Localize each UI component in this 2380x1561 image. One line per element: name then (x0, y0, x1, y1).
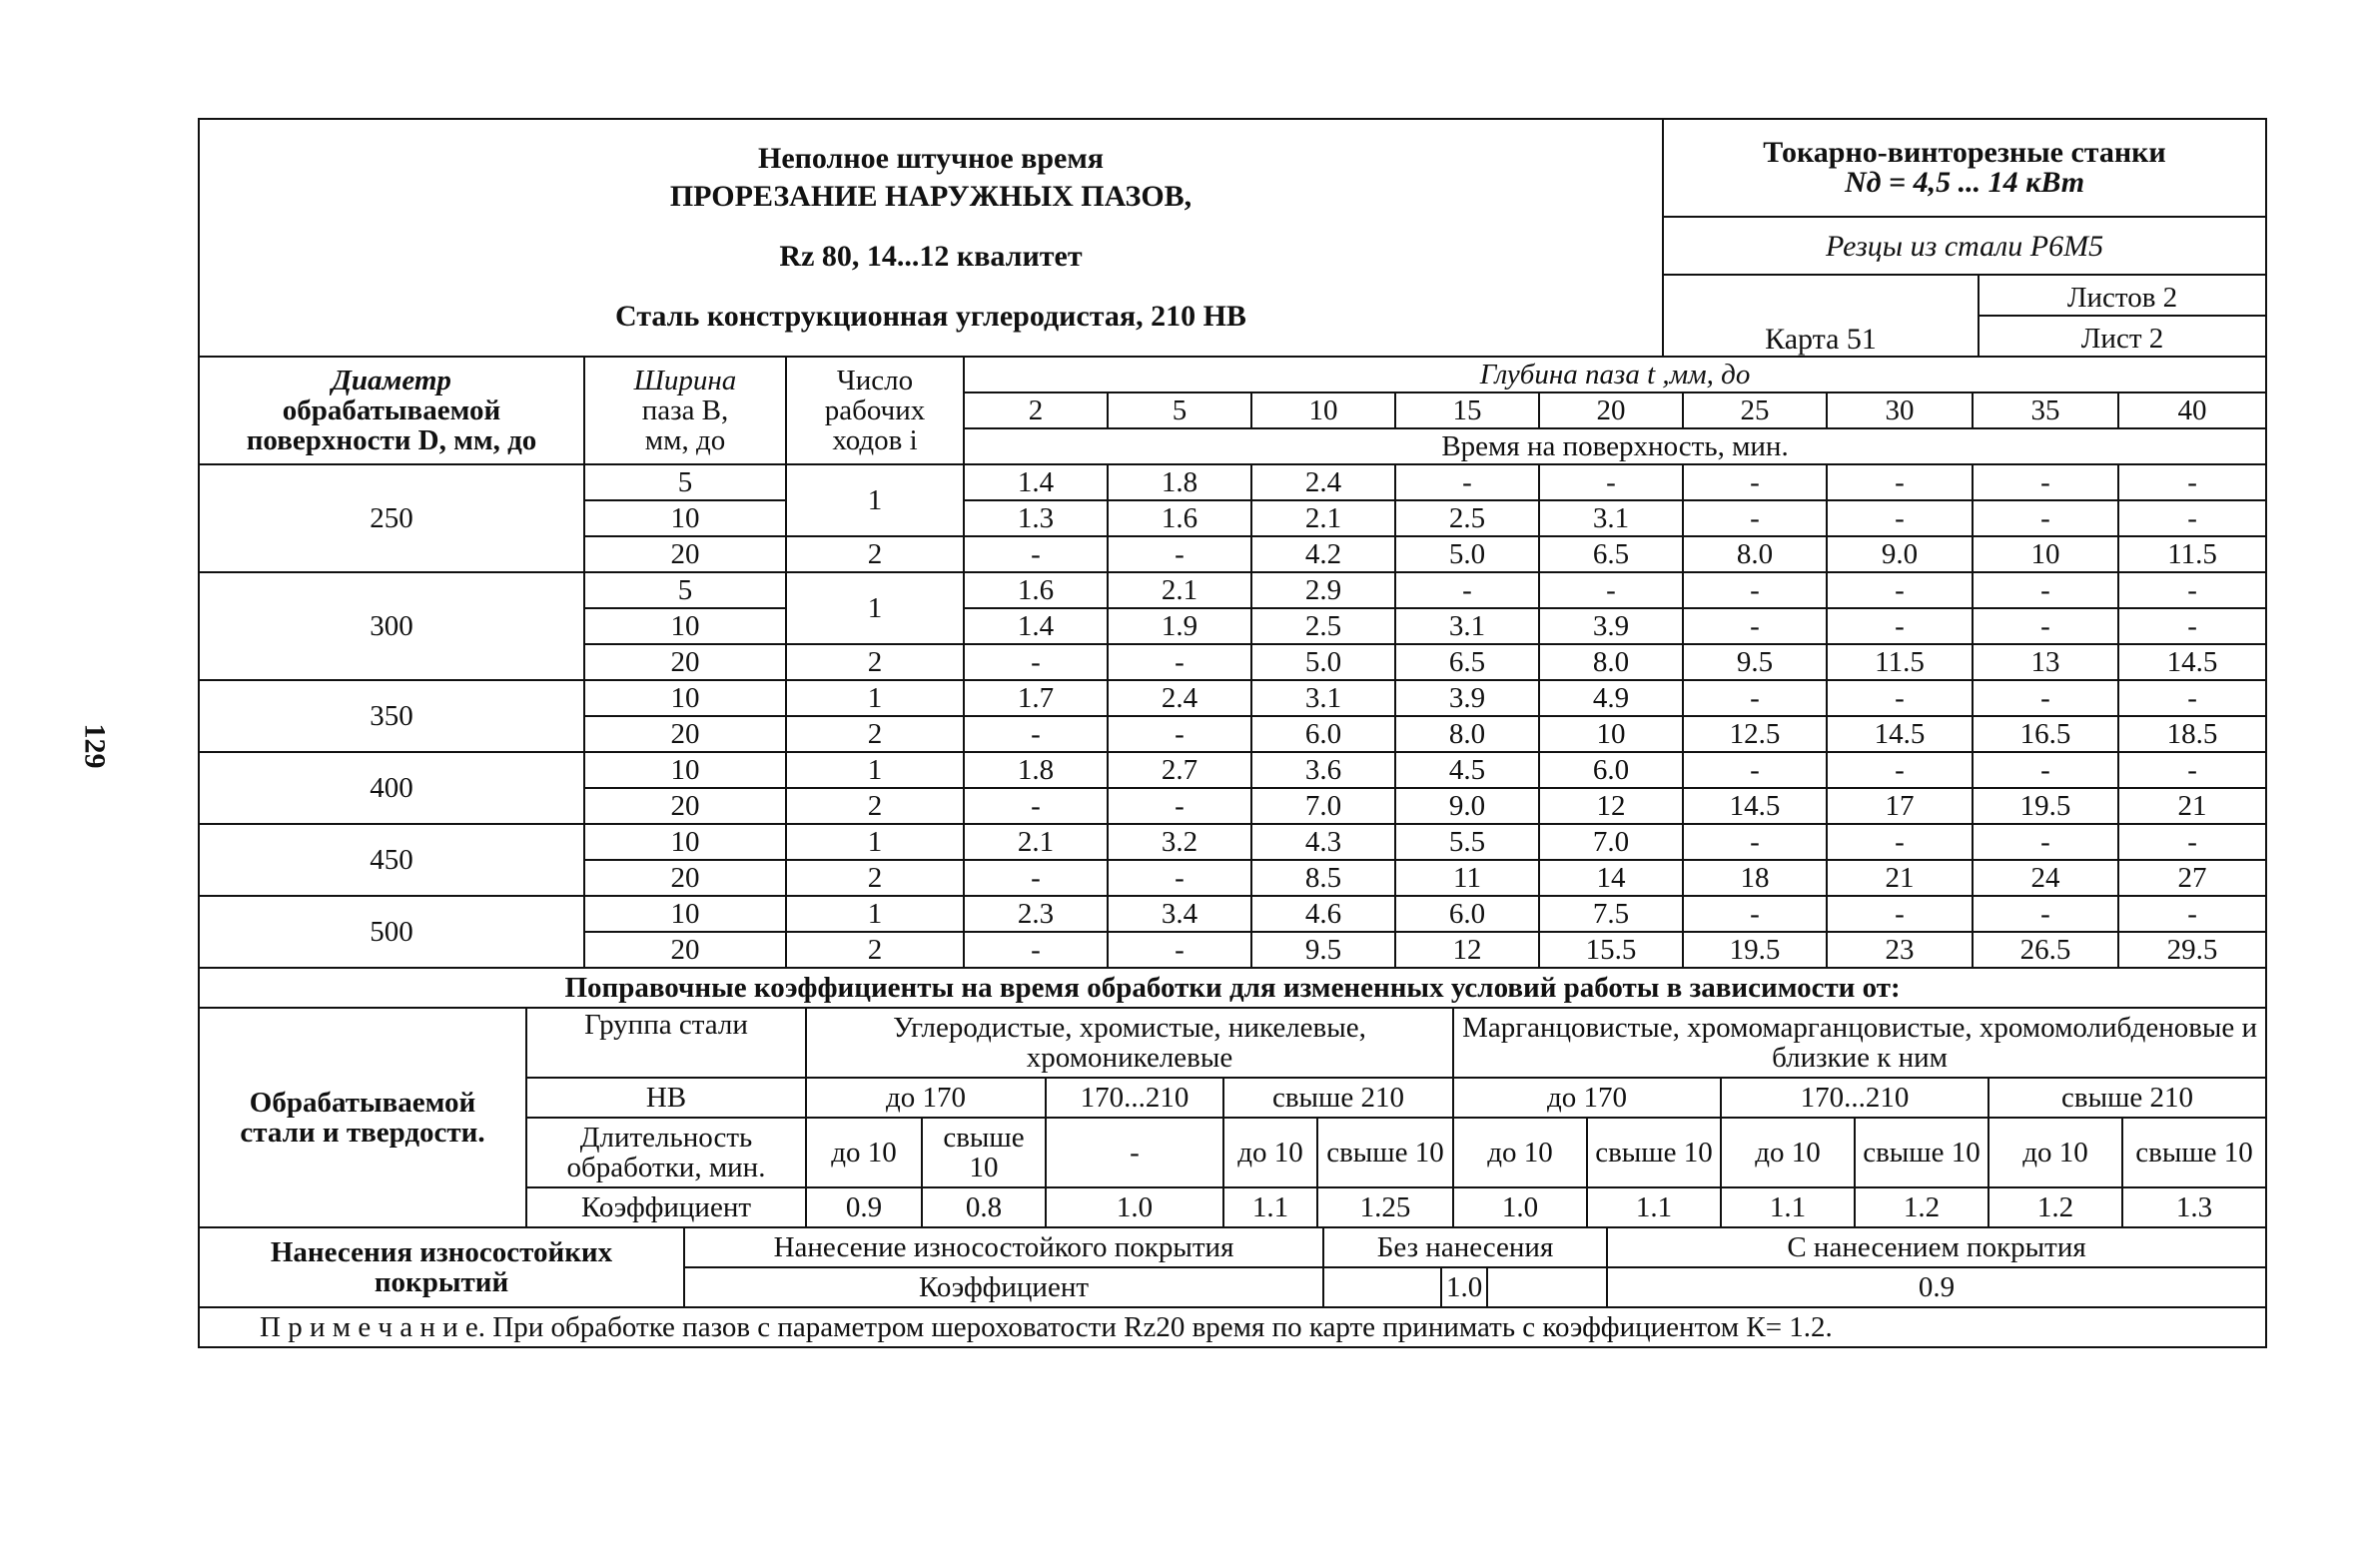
width-cell: 20 (584, 932, 786, 968)
time-cell: - (1683, 500, 1827, 536)
coating-without-value: 1.0 (1441, 1267, 1487, 1307)
time-cell: - (964, 716, 1108, 752)
table-row (199, 680, 2266, 716)
time-cell: 5.0 (1395, 536, 1539, 572)
duration-cell: до 10 (1453, 1118, 1587, 1187)
passes-cell: 2 (786, 932, 964, 968)
header-line-4: Сталь конструкционная углеродистая, 210 НВ (615, 300, 1246, 333)
time-cell: 1.8 (964, 752, 1108, 788)
coef-cell: 1.0 (1046, 1187, 1223, 1227)
time-cell: 9.0 (1395, 788, 1539, 824)
coef-cell: 1.25 (1317, 1187, 1453, 1227)
time-cell: 7.0 (1539, 824, 1683, 860)
coef-cell: 0.9 (806, 1187, 922, 1227)
steel-group-1: Углеродистые, хромистые, никелевые, хромоникелевые (806, 1008, 1453, 1078)
depth-value: 35 (1973, 392, 2118, 428)
depth-value: 5 (1108, 392, 1251, 428)
time-cell: - (2118, 824, 2266, 860)
machine-power: Nд = 4,5 ... 14 кВт (1844, 166, 2085, 199)
time-cell: 6.0 (1251, 716, 1395, 752)
passes-cell: 2 (786, 716, 964, 752)
time-cell: - (1683, 896, 1827, 932)
time-cell: 11.5 (1827, 644, 1973, 680)
time-cell: 2.4 (1108, 680, 1251, 716)
steel-group-2: Марганцовистые, хромомарганцовистые, хромомолибденовые и близкие к ним (1453, 1008, 2266, 1078)
duration-cell: до 10 (1223, 1118, 1317, 1187)
width-cell: 10 (584, 824, 786, 860)
steel-hardness-label: Обрабатываемой стали и твердости. (199, 1008, 526, 1227)
time-cell: 6.5 (1539, 536, 1683, 572)
time-cell: 7.5 (1539, 896, 1683, 932)
header-title-block (199, 119, 1663, 357)
time-cell: 8.0 (1539, 644, 1683, 680)
coef-cell: 1.0 (1453, 1187, 1587, 1227)
width-cell: 20 (584, 644, 786, 680)
table-row (199, 824, 2266, 860)
width-cell: 10 (584, 680, 786, 716)
time-cell: 1.6 (964, 572, 1108, 608)
time-cell: - (1683, 572, 1827, 608)
time-cell: 6.0 (1539, 752, 1683, 788)
time-cell: 1.9 (1108, 608, 1251, 644)
time-cell: 3.1 (1251, 680, 1395, 716)
time-cell: 14 (1539, 860, 1683, 896)
coef-label: Коэффициент (526, 1187, 806, 1227)
time-cell: 6.5 (1395, 644, 1539, 680)
diameter-cell: 350 (199, 680, 584, 752)
time-cell: 8.0 (1395, 716, 1539, 752)
col-diameter-header: Диаметр обрабатываемой поверхности D, мм, до (199, 357, 584, 464)
correction-table (198, 967, 2267, 1228)
time-table (198, 356, 2267, 969)
sheets-total: Листов 2 (1979, 275, 2266, 316)
time-cell: - (1827, 572, 1973, 608)
time-cell: 16.5 (1973, 716, 2118, 752)
time-cell: 5.0 (1251, 644, 1395, 680)
time-cell: 2.3 (964, 896, 1108, 932)
time-cell: 3.2 (1108, 824, 1251, 860)
time-cell: 7.0 (1251, 788, 1395, 824)
time-cell: - (1973, 608, 2118, 644)
cutter-material: Резцы из стали Р6М5 (1663, 217, 2266, 275)
time-cell: 3.4 (1108, 896, 1251, 932)
hb-value: 170...210 (1721, 1078, 1988, 1118)
width-cell: 20 (584, 860, 786, 896)
time-cell: 8.0 (1683, 536, 1827, 572)
time-cell: 2.4 (1251, 464, 1395, 500)
width-cell: 5 (584, 464, 786, 500)
time-cell: - (1108, 644, 1251, 680)
time-cell: - (1973, 896, 2118, 932)
time-cell: 24 (1973, 860, 2118, 896)
time-cell: 17 (1827, 788, 1973, 824)
coating-apply-label: Нанесение износостойкого покрытия (684, 1227, 1323, 1267)
table-row (199, 752, 2266, 788)
time-cell: 21 (1827, 860, 1973, 896)
time-cell: - (1827, 896, 1973, 932)
time-cell: 4.9 (1539, 680, 1683, 716)
time-cell: - (1108, 716, 1251, 752)
coating-with: С нанесением покрытия (1607, 1227, 2266, 1267)
passes-cell: 2 (786, 536, 964, 572)
width-cell: 20 (584, 788, 786, 824)
header-line-1: Неполное штучное время (757, 142, 1105, 175)
passes-cell: 1 (786, 572, 964, 644)
col-passes-header: Число рабочих ходов i (786, 357, 964, 464)
time-cell: - (1827, 680, 1973, 716)
duration-cell: свыше 10 (1855, 1118, 1988, 1187)
time-cell: 2.1 (1251, 500, 1395, 536)
header-line-3: Rz 80, 14...12 квалитет (779, 240, 1083, 273)
time-cell: 3.1 (1539, 500, 1683, 536)
passes-cell: 1 (786, 824, 964, 860)
coef-cell: 0.8 (922, 1187, 1046, 1227)
depth-header: Глубина паза t ,мм, до (964, 357, 2266, 392)
time-cell: 8.5 (1251, 860, 1395, 896)
duration-cell: до 10 (1988, 1118, 2122, 1187)
hb-value: свыше 210 (1223, 1078, 1453, 1118)
coating-without: Без нанесения (1323, 1227, 1607, 1267)
time-cell: - (2118, 680, 2266, 716)
duration-cell: свыше 10 (1317, 1118, 1453, 1187)
coef-cell: 1.2 (1855, 1187, 1988, 1227)
passes-cell: 2 (786, 788, 964, 824)
time-cell: 3.9 (1395, 680, 1539, 716)
time-cell: - (2118, 500, 2266, 536)
time-cell: 2.5 (1251, 608, 1395, 644)
time-cell: 2.5 (1395, 500, 1539, 536)
time-cell: 10 (1973, 536, 2118, 572)
time-cell: 1.4 (964, 464, 1108, 500)
time-cell: - (964, 536, 1108, 572)
depth-value: 25 (1683, 392, 1827, 428)
time-cell: - (1827, 824, 1973, 860)
time-cell: - (2118, 608, 2266, 644)
time-cell: 1.3 (964, 500, 1108, 536)
duration-label: Длительность обработки, мин. (526, 1118, 806, 1187)
time-cell: 9.0 (1827, 536, 1973, 572)
time-header: Время на поверхность, мин. (964, 428, 2266, 464)
time-cell: 1.8 (1108, 464, 1251, 500)
time-cell: 13 (1973, 644, 2118, 680)
time-cell: - (2118, 572, 2266, 608)
time-cell: - (1973, 680, 2118, 716)
time-cell: - (1395, 572, 1539, 608)
machine-info (1663, 119, 2266, 217)
page-number: 129 (78, 723, 112, 769)
passes-cell: 1 (786, 752, 964, 788)
time-cell: - (1973, 500, 2118, 536)
time-cell: 4.3 (1251, 824, 1395, 860)
col-width-header: Ширина паза B, мм, до (584, 357, 786, 464)
time-cell: 12.5 (1683, 716, 1827, 752)
time-cell: 4.5 (1395, 752, 1539, 788)
time-cell: 21 (2118, 788, 2266, 824)
time-cell: 2.7 (1108, 752, 1251, 788)
duration-cell: свыше 10 (1587, 1118, 1721, 1187)
coef-cell: 1.3 (2122, 1187, 2266, 1227)
time-cell: - (1683, 680, 1827, 716)
time-cell: - (1395, 464, 1539, 500)
time-cell: - (1973, 572, 2118, 608)
time-cell: 12 (1539, 788, 1683, 824)
time-cell: 26.5 (1973, 932, 2118, 968)
width-cell: 10 (584, 608, 786, 644)
width-cell: 5 (584, 572, 786, 608)
hb-value: свыше 210 (1988, 1078, 2266, 1118)
time-cell: 6.0 (1395, 896, 1539, 932)
norm-card (198, 118, 2265, 1348)
time-cell: 10 (1539, 716, 1683, 752)
time-cell: 4.2 (1251, 536, 1395, 572)
table-row (199, 572, 2266, 608)
time-cell: 12 (1395, 932, 1539, 968)
time-cell: 23 (1827, 932, 1973, 968)
sheet-number: Лист 2 (1979, 316, 2266, 357)
coef-cell: 1.2 (1988, 1187, 2122, 1227)
time-cell: 5.5 (1395, 824, 1539, 860)
duration-cell: свыше 10 (2122, 1118, 2266, 1187)
time-cell: 11.5 (2118, 536, 2266, 572)
time-cell: 18 (1683, 860, 1827, 896)
time-cell: - (1683, 464, 1827, 500)
depth-value: 20 (1539, 392, 1683, 428)
time-cell: - (2118, 464, 2266, 500)
time-cell: - (1973, 464, 2118, 500)
time-cell: - (964, 932, 1108, 968)
time-cell: 19.5 (1973, 788, 2118, 824)
width-cell: 10 (584, 896, 786, 932)
time-cell: - (1827, 464, 1973, 500)
time-cell: 14.5 (2118, 644, 2266, 680)
coating-with-value: 0.9 (1607, 1267, 2266, 1307)
time-cell: 3.1 (1395, 608, 1539, 644)
width-cell: 10 (584, 500, 786, 536)
card-number: Карта 51 (1663, 275, 1979, 357)
time-cell: - (1973, 752, 2118, 788)
width-cell: 20 (584, 536, 786, 572)
time-cell: 19.5 (1683, 932, 1827, 968)
time-cell: 27 (2118, 860, 2266, 896)
time-cell: - (1108, 536, 1251, 572)
note: П р и м е ч а н и е. При обработке пазов с параметром шероховатости Rz20 время по карте принимать с коэффициентом К= 1.2. (199, 1307, 2266, 1347)
hb-value: до 170 (1453, 1078, 1721, 1118)
correction-title: Поправочные коэффициенты на время обработки для измененных условий работы в зависимости от: (199, 968, 2266, 1008)
time-cell: 3.6 (1251, 752, 1395, 788)
time-cell: 9.5 (1683, 644, 1827, 680)
depth-value: 40 (2118, 392, 2266, 428)
diameter-cell: 450 (199, 824, 584, 896)
time-cell: 18.5 (2118, 716, 2266, 752)
depth-value: 15 (1395, 392, 1539, 428)
time-cell: - (1683, 752, 1827, 788)
time-cell: - (1108, 932, 1251, 968)
time-cell: - (2118, 752, 2266, 788)
time-cell: 1.4 (964, 608, 1108, 644)
diameter-cell: 400 (199, 752, 584, 824)
time-cell: 14.5 (1827, 716, 1973, 752)
time-cell: - (1973, 824, 2118, 860)
depth-value: 10 (1251, 392, 1395, 428)
hb-value: до 170 (806, 1078, 1046, 1118)
diameter-cell: 300 (199, 572, 584, 680)
table-row (199, 896, 2266, 932)
time-cell: - (2118, 896, 2266, 932)
duration-cell: до 10 (806, 1118, 922, 1187)
time-cell: - (1108, 788, 1251, 824)
time-data (199, 464, 2266, 968)
time-cell: - (1108, 860, 1251, 896)
time-cell: - (1539, 572, 1683, 608)
time-cell: 1.6 (1108, 500, 1251, 536)
header-line-2: ПРОРЕЗАНИЕ НАРУЖНЫХ ПАЗОВ, (669, 180, 1192, 213)
table-row (199, 464, 2266, 500)
depth-value: 30 (1827, 392, 1973, 428)
passes-cell: 2 (786, 644, 964, 680)
steel-group-label: Группа стали (526, 1008, 806, 1078)
passes-cell: 1 (786, 464, 964, 536)
coating-table (198, 1226, 2267, 1348)
time-cell: - (964, 860, 1108, 896)
time-cell: 1.7 (964, 680, 1108, 716)
coating-label: Нанесения износостойких покрытий (199, 1227, 684, 1307)
time-cell: 3.9 (1539, 608, 1683, 644)
time-cell: 11 (1395, 860, 1539, 896)
time-cell: - (1539, 464, 1683, 500)
width-cell: 20 (584, 716, 786, 752)
time-cell: 2.1 (1108, 572, 1251, 608)
width-cell: 10 (584, 752, 786, 788)
coef-cell: 1.1 (1587, 1187, 1721, 1227)
diameter-cell: 250 (199, 464, 584, 572)
diameter-cell: 500 (199, 896, 584, 968)
time-cell: 29.5 (2118, 932, 2266, 968)
coef-cell: 1.1 (1721, 1187, 1855, 1227)
passes-cell: 1 (786, 680, 964, 716)
duration-cell: свыше 10 (922, 1118, 1046, 1187)
time-cell: 4.6 (1251, 896, 1395, 932)
time-cell: 15.5 (1539, 932, 1683, 968)
time-cell: 14.5 (1683, 788, 1827, 824)
coating-coef-label: Коэффициент (684, 1267, 1323, 1307)
time-cell: 2.9 (1251, 572, 1395, 608)
time-cell: - (1827, 500, 1973, 536)
time-cell: - (964, 788, 1108, 824)
passes-cell: 2 (786, 860, 964, 896)
card-header (198, 118, 2267, 358)
time-cell: - (1827, 752, 1973, 788)
time-cell: 9.5 (1251, 932, 1395, 968)
time-cell: - (1827, 608, 1973, 644)
time-cell: - (1683, 608, 1827, 644)
coef-cell: 1.1 (1223, 1187, 1317, 1227)
time-cell: - (1683, 824, 1827, 860)
hb-value: 170...210 (1046, 1078, 1223, 1118)
depth-value: 2 (964, 392, 1108, 428)
time-cell: 2.1 (964, 824, 1108, 860)
passes-cell: 1 (786, 896, 964, 932)
duration-cell: до 10 (1721, 1118, 1855, 1187)
duration-cell: - (1046, 1118, 1223, 1187)
hb-label: НВ (526, 1078, 806, 1118)
time-cell: - (964, 644, 1108, 680)
machine-type: Токарно-винторезные станки (1763, 136, 2166, 169)
